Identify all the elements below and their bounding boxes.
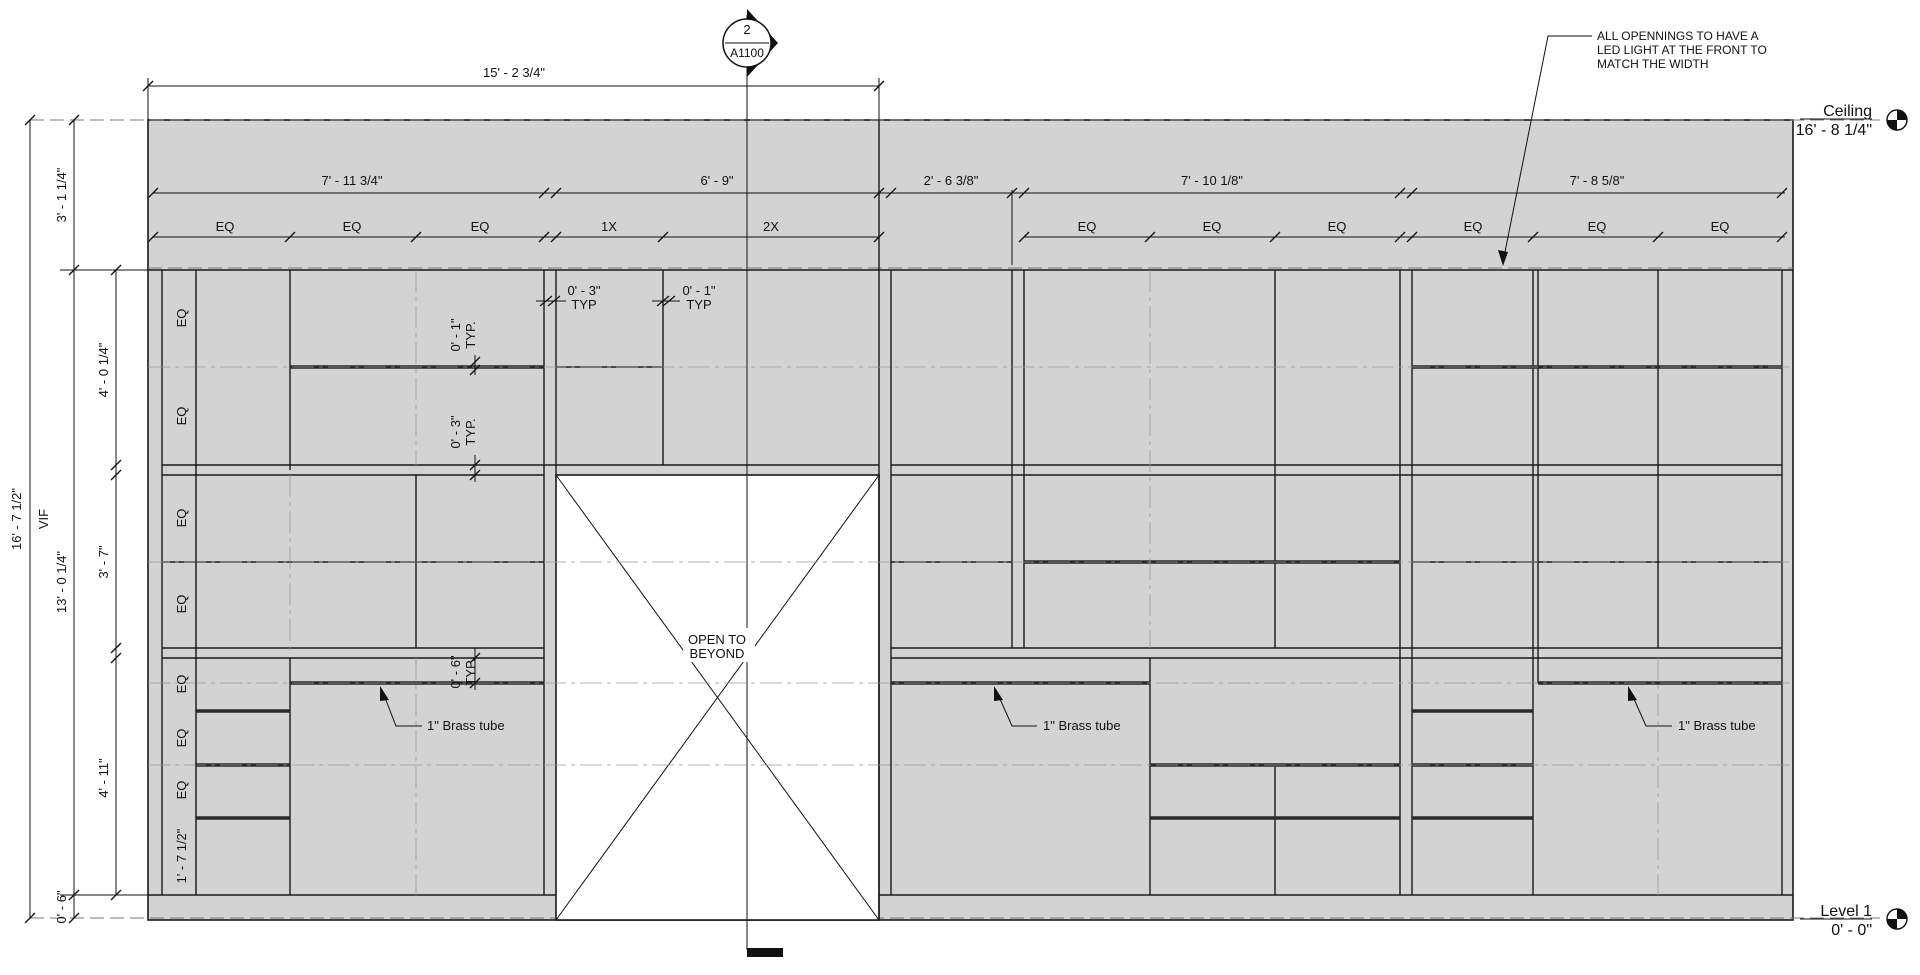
level1-elevation: 0' - 0" (1831, 922, 1872, 939)
dim-shelf-6-typ: TYP. (463, 658, 478, 686)
dim-eq-2: EQ (342, 219, 362, 234)
dim-right-bay-2: 7' - 8 5/8" (1569, 173, 1625, 188)
dim-2x: 2X (763, 219, 779, 234)
dim-eq-vert-3: EQ (174, 508, 189, 528)
dim-eq-7: EQ (1463, 219, 1483, 234)
dim-left-bay: 7' - 11 3/4" (321, 173, 383, 188)
dim-center-bay: 6' - 9" (700, 173, 734, 188)
ceiling-level-elevation: 16' - 8 1/4" (1795, 122, 1872, 139)
dim-eq-vert-4: EQ (174, 594, 189, 614)
dim-gap-1: 0' - 1" (682, 283, 716, 298)
dim-eq-vert-7: EQ (174, 780, 189, 800)
dim-middle-tier: 3' - 7" (96, 545, 111, 579)
dim-upper-tier: 4' - 0 1/4" (96, 342, 111, 398)
dim-overall-height: 16' - 7 1/2" (9, 487, 24, 551)
dim-eq-vert-5: EQ (174, 674, 189, 694)
led-note-line-3: MATCH THE WIDTH (1597, 57, 1709, 71)
dim-gap-3: 0' - 3" (567, 283, 601, 298)
section-end-marker (747, 948, 783, 957)
dim-shelf-1: 0' - 1" (448, 318, 463, 352)
dim-vif: VIF (36, 508, 51, 530)
level1-marker (1800, 903, 1907, 939)
brass-tube-label-3: 1" Brass tube (1678, 718, 1756, 733)
level1-name: Level 1 (1820, 903, 1872, 920)
wall-elevation (148, 120, 1793, 920)
dim-eq-1: EQ (215, 219, 235, 234)
open-note-line-1: OPEN TO (687, 632, 747, 647)
dim-eq-8: EQ (1587, 219, 1607, 234)
dim-lower-tier: 4' - 11" (96, 758, 111, 798)
dim-eq-6: EQ (1327, 219, 1347, 234)
led-note-line-2: LED LIGHT AT THE FRONT TO (1597, 43, 1767, 57)
dim-overall-left: 15' - 2 3/4" (482, 65, 546, 80)
open-note-line-2: BEYOND (689, 646, 745, 661)
dim-eq-vert-1: EQ (174, 308, 189, 328)
section-tag-number: 2 (743, 22, 751, 37)
dim-eq-vert-6: EQ (174, 728, 189, 748)
dim-eq-5: EQ (1202, 219, 1222, 234)
dim-shelf-1-typ: TYP. (463, 321, 478, 349)
dim-shelf-3-typ: TYP. (463, 418, 478, 446)
section-tag (723, 9, 778, 77)
dim-cabinet-height: 13' - 0 1/4" (54, 550, 69, 614)
dim-eq-9: EQ (1710, 219, 1730, 234)
dim-drawer-height: 1' - 7 1/2" (174, 828, 189, 884)
dim-gap-1-typ: TYP (686, 297, 712, 312)
dim-soffit: 3' - 1 1/4" (54, 167, 69, 223)
dim-eq-4: EQ (1077, 219, 1097, 234)
dim-gap-3-typ: TYP (571, 297, 597, 312)
dim-base: 0' - 6" (54, 890, 69, 924)
brass-tube-label-2: 1" Brass tube (1043, 718, 1121, 733)
ceiling-level-name: Ceiling (1823, 103, 1872, 120)
dim-narrow-bay: 2' - 6 3/8" (923, 173, 979, 188)
dim-eq-3: EQ (470, 219, 490, 234)
dim-shelf-6: 0' - 6" (448, 655, 463, 689)
ceiling-level-marker (1796, 103, 1907, 139)
dim-shelf-3: 0' - 3" (448, 415, 463, 449)
section-tag-sheet: A1100 (730, 46, 764, 60)
open-to-beyond-note (683, 628, 755, 662)
dim-right-bay-1: 7' - 10 1/8" (1180, 173, 1244, 188)
dim-eq-vert-2: EQ (174, 406, 189, 426)
dim-1x: 1X (601, 219, 617, 234)
brass-tube-label-1: 1" Brass tube (427, 718, 505, 733)
led-note-line-1: ALL OPENNINGS TO HAVE A (1597, 29, 1759, 43)
